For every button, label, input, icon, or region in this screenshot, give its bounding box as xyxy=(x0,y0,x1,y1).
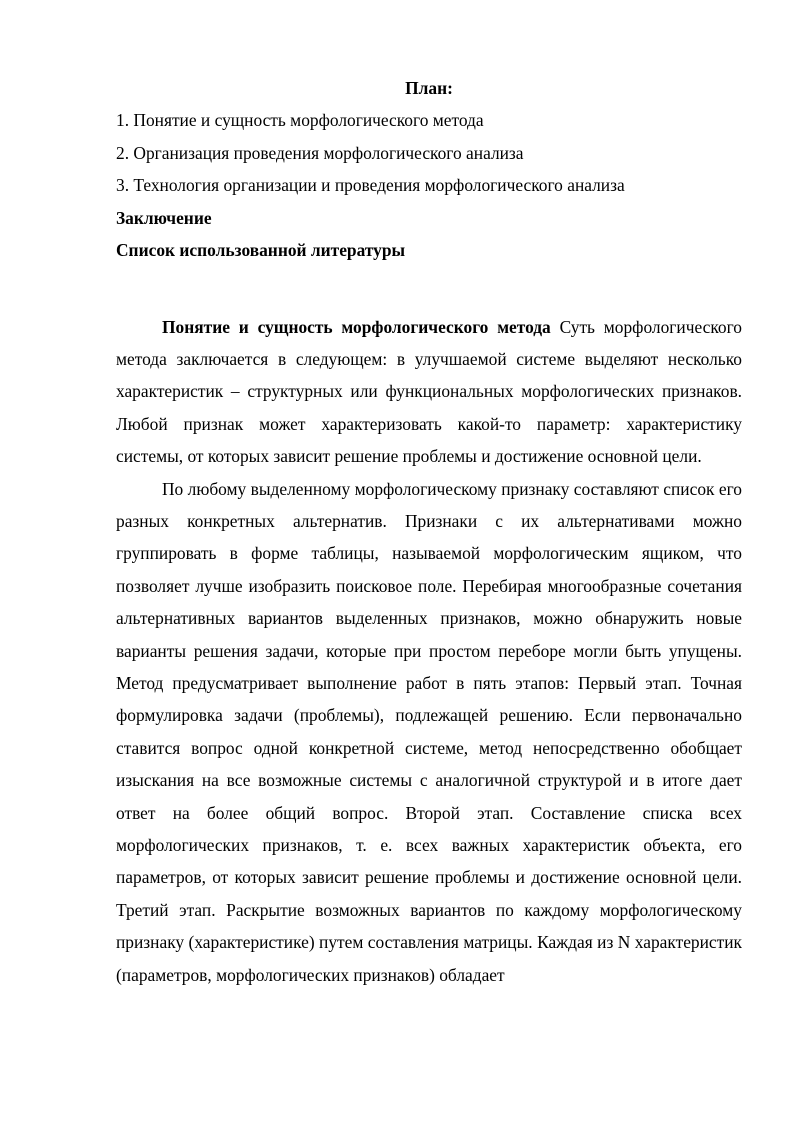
document-page xyxy=(116,72,742,991)
plan-item-2: 2. Организация проведения морфологического анализа xyxy=(116,142,524,163)
plan-item-3: 3. Технология организации и проведения морфологического анализа xyxy=(116,175,625,195)
plan-references: Список использованной литературы xyxy=(116,240,406,260)
plan-title: План: xyxy=(405,78,453,98)
plan-conclusion: Заключение xyxy=(116,207,212,228)
section1-intro-text: Суть морфологического метода заключается в следующем: в улучшаемой системе выделяют несколько характеристик – структурных или функциональных морфологических признаков. Любой признак может характеризовать какой-то параметр: характеристику системы, от которых зависит решение проблемы и достижение основной цели. xyxy=(116,316,742,467)
section1-paragraph2: По любому выделенному морфологическому признаку составляют список его разных конкретных альтернатив. Признаки с их альтернативами можно группировать в форме таблицы, называемой морфологическим ящиком, что позволяет лучше изобразить поисковое поле. Перебирая многообразные сочетания альтернативных вариантов выделенных признаков, можно обнаружить новые варианты решения задачи, которые при простом переборе могли быть упущены. Метод предусматривает выполнение работ в пять этапов: Первый этап. Точная формулировка задачи (проблемы), подлежащей решению. Если первоначально ставится вопрос одной конкретной системе, метод непосредственно обобщает изыскания на все возможные системы с аналогичной структурой и в итоге дает ответ на более общий вопрос. Второй этап. Составление списка всех морфологических признаков, т. е. всех важных характеристик объекта, его параметров, от которых зависит решение проблемы и достижение основной цели. Третий этап. Раскрытие возможных вариантов по каждому морфологическому признаку (характеристике) путем составления матрицы. Каждая из N характеристик (параметров, морфологических признаков) обладает xyxy=(116,478,742,985)
section1-paragraph1 xyxy=(116,311,742,473)
plan-item-1: 1. Понятие и сущность морфологического метода xyxy=(116,110,484,130)
section1-heading: Понятие и сущность морфологического метода xyxy=(162,316,551,337)
section-spacer xyxy=(116,267,742,311)
